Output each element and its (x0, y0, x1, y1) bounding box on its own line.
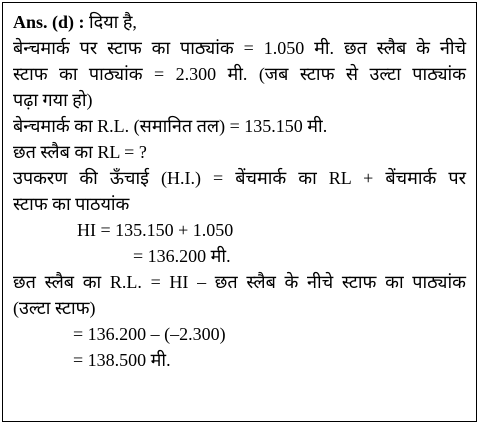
solution-line-1: बेन्चमार्क पर स्टाफ का पाठ्यांक = 1.050 मी. छत स्लैब के नीचे (13, 38, 466, 58)
solution-line-7: स्टाफ का पाठयांक (13, 194, 130, 214)
answer-intro: दिया है, (89, 12, 137, 32)
answer-line (13, 9, 466, 35)
equation-line-1: HI = 135.150 + 1.050 (77, 220, 234, 240)
solution-line-4: बेन्चमार्क का R.L. (समानित तल) = 135.150 मी. (13, 116, 328, 136)
solution-line-6: उपकरण की ऊँचाई (H.I.) = बेंचमार्क का RL + बेंचमार्क पर (13, 168, 466, 188)
solution-line-2: स्टाफ का पाठ्यांक = 2.300 मी. (जब स्टाफ से उल्टा पाठ्यांक (13, 64, 466, 84)
equation-line-4: = 138.500 मी. (73, 350, 171, 370)
equation-line-2: = 136.200 मी. (133, 246, 231, 266)
answer-label: Ans. (d) : (13, 12, 85, 32)
solution-line-5: छत स्लैब का RL = ? (13, 142, 147, 162)
equation-line-3: = 136.200 – (–2.300) (73, 324, 226, 344)
solution-line-9: (उल्टा स्टाफ) (13, 298, 96, 318)
solution-box (2, 2, 477, 422)
solution-line-8: छत स्लैब का R.L. = HI – छत स्लैब के नीचे स्टाफ का पाठ्यांक (13, 272, 466, 292)
solution-line-3: पढ़ा गया हो) (13, 90, 93, 110)
